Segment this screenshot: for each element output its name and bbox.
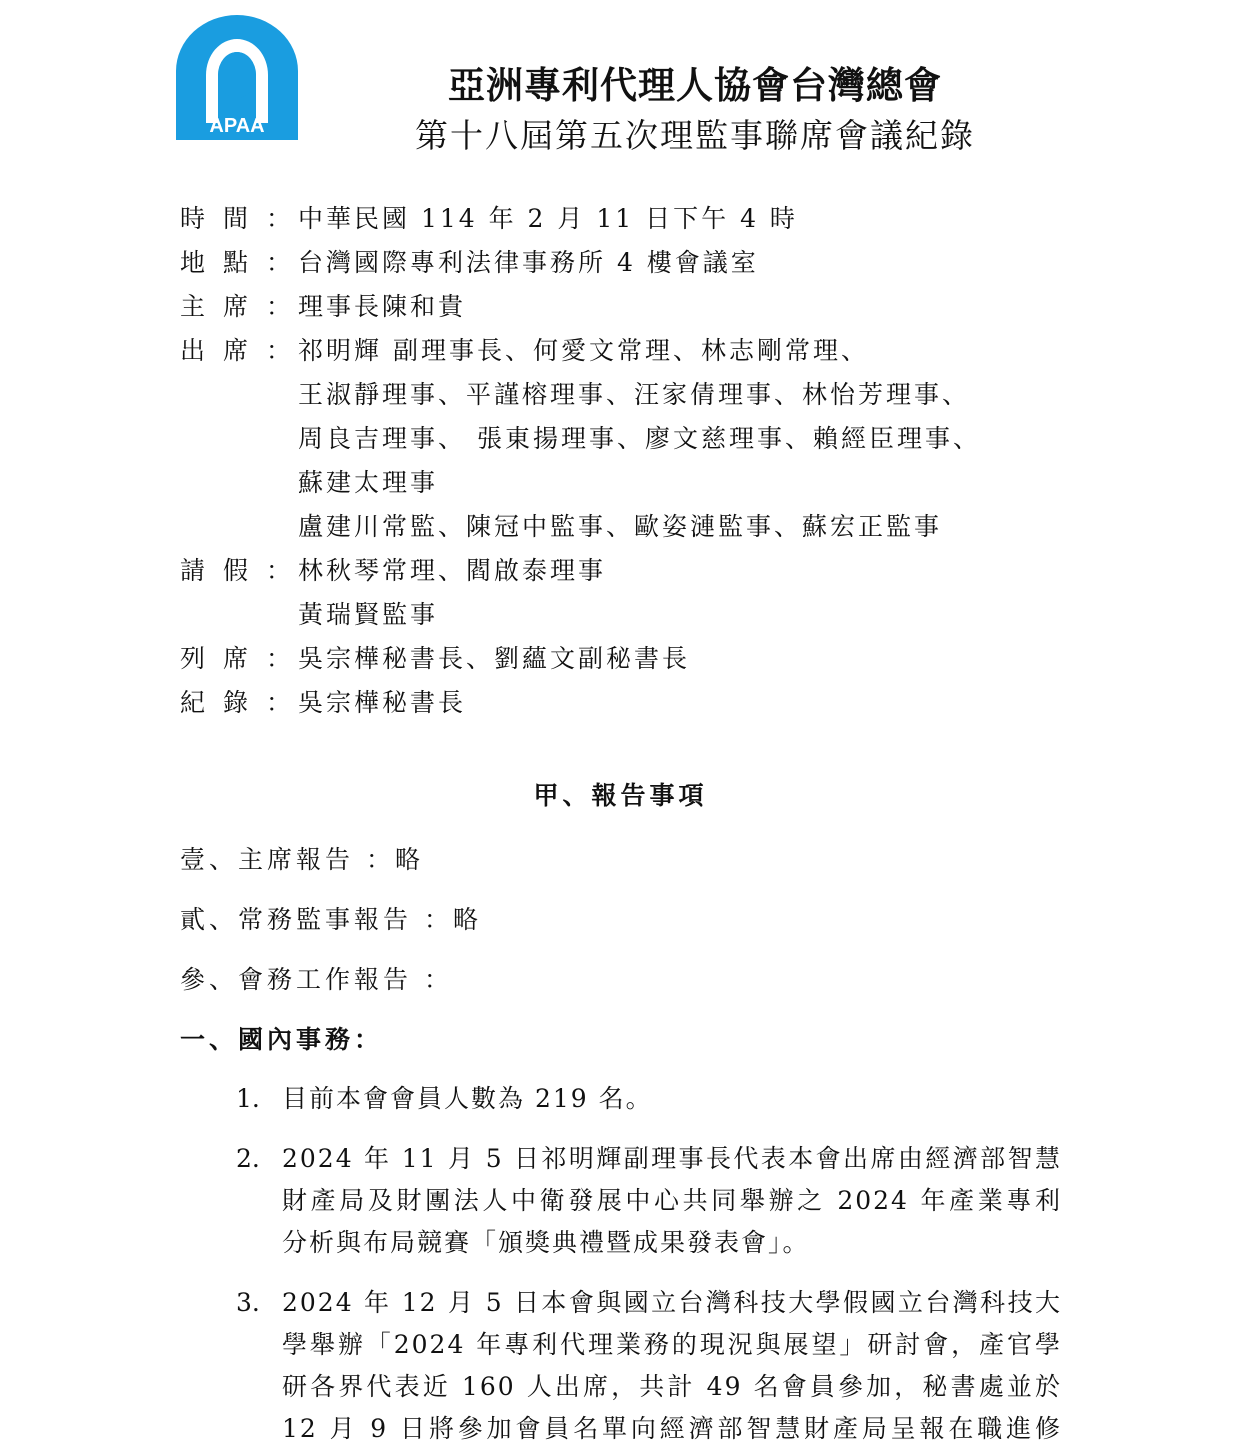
info-label-recorder: 紀錄 (180, 688, 267, 717)
logo-text: APAA (209, 115, 265, 137)
item-text-line: 2024 年 12 月 5 日本會與國立台灣科技大學假國立台灣科技大 (282, 1288, 1062, 1317)
attendee-line: 周良吉理事、 張東揚理事、廖文慈理事、賴經臣理事、 (298, 424, 981, 453)
info-label-leave: 請假 (180, 556, 267, 585)
item-number: 3. (236, 1288, 260, 1317)
info-value-time: 中華民國 114 年 2 月 11 日下午 4 時 (298, 204, 798, 233)
item-text-line: 分析與布局競賽「頒獎典禮暨成果發表會」。 (282, 1228, 810, 1257)
info-row-attendance (180, 329, 981, 373)
item-text-line: 2024 年 11 月 5 日祁明輝副理事長代表本會出席由經濟部智慧 (282, 1144, 1062, 1173)
logo-inner-circle (218, 52, 256, 98)
info-row-recorder (180, 681, 981, 725)
report-item: 壹、主席報告 ：略 (180, 845, 424, 874)
info-colon: ： (266, 336, 295, 365)
info-row-leave (180, 549, 981, 593)
info-value-chair: 理事長陳和貴 (298, 292, 467, 321)
item-text-line: 12 月 9 日將參加會員名單向經濟部智慧財產局呈報在職進修 (282, 1414, 1062, 1443)
item-number: 1. (236, 1084, 260, 1113)
attendee-line: 王淑靜理事、平謹榕理事、汪家倩理事、林怡芳理事、 (298, 380, 971, 409)
info-label-time: 時間 (180, 204, 267, 233)
info-row-place (180, 241, 981, 285)
item-text-line: 學舉辦「2024 年專利代理業務的現況與展望」研討會，產官學 (282, 1330, 1062, 1359)
info-label-observers: 列席 (180, 644, 267, 673)
leave-line: 林秋琴常理、閻啟泰理事 (298, 556, 607, 585)
item-text-line: 財產局及財團法人中衛發展中心共同舉辦之 2024 年產業專利 (282, 1186, 1062, 1215)
meeting-info (180, 197, 981, 725)
item-text-line: 研各界代表近 160 人出席，共計 49 名會員參加，秘書處並於 (282, 1372, 1062, 1401)
info-colon: ： (266, 292, 295, 321)
info-value-observers: 吳宗樺秘書長、劉蘊文副秘書長 (298, 644, 691, 673)
item-text-line: 目前本會會員人數為 219 名。 (282, 1084, 653, 1113)
attendee-line: 蘇建太理事 (298, 468, 439, 497)
info-label-chair: 主席 (180, 292, 267, 321)
meeting-title: 第十八屆第五次理監事聯席會議紀錄 (415, 116, 975, 155)
info-colon: ： (266, 204, 295, 233)
leave-line: 黃瑞賢監事 (298, 600, 439, 629)
info-row-time (180, 197, 981, 241)
section-heading-reports: 甲、報告事項 (533, 781, 708, 810)
info-row-chair (180, 285, 981, 329)
organization-name: 亞洲專利代理人協會台灣總會 (448, 64, 942, 107)
report-item: 參、會務工作報告 ： (180, 965, 453, 994)
item-number: 2. (236, 1144, 260, 1173)
attendee-line: 盧建川常監、陳冠中監事、歐姿漣監事、蘇宏正監事 (298, 512, 943, 541)
domestic-affairs-heading: 一、國內事務： (180, 1025, 384, 1054)
info-row-observers (180, 637, 981, 681)
info-colon: ： (266, 556, 295, 585)
info-colon: ： (266, 644, 295, 673)
info-label-place: 地點 (180, 248, 267, 277)
attendee-line: 祁明輝 副理事長、何愛文常理、林志剛常理、 (298, 336, 869, 365)
report-item: 貳、常務監事報告 ：略 (180, 905, 482, 934)
apaa-logo (176, 15, 298, 140)
info-colon: ： (266, 688, 295, 717)
info-colon: ： (266, 248, 295, 277)
info-value-recorder: 吳宗樺秘書長 (298, 688, 467, 717)
domestic-item (236, 1138, 1066, 1264)
domestic-item (236, 1282, 1066, 1450)
domestic-item (236, 1078, 1066, 1120)
info-value-place: 台灣國際專利法律事務所 4 樓會議室 (298, 248, 759, 277)
info-label-attendance: 出席 (180, 336, 267, 365)
